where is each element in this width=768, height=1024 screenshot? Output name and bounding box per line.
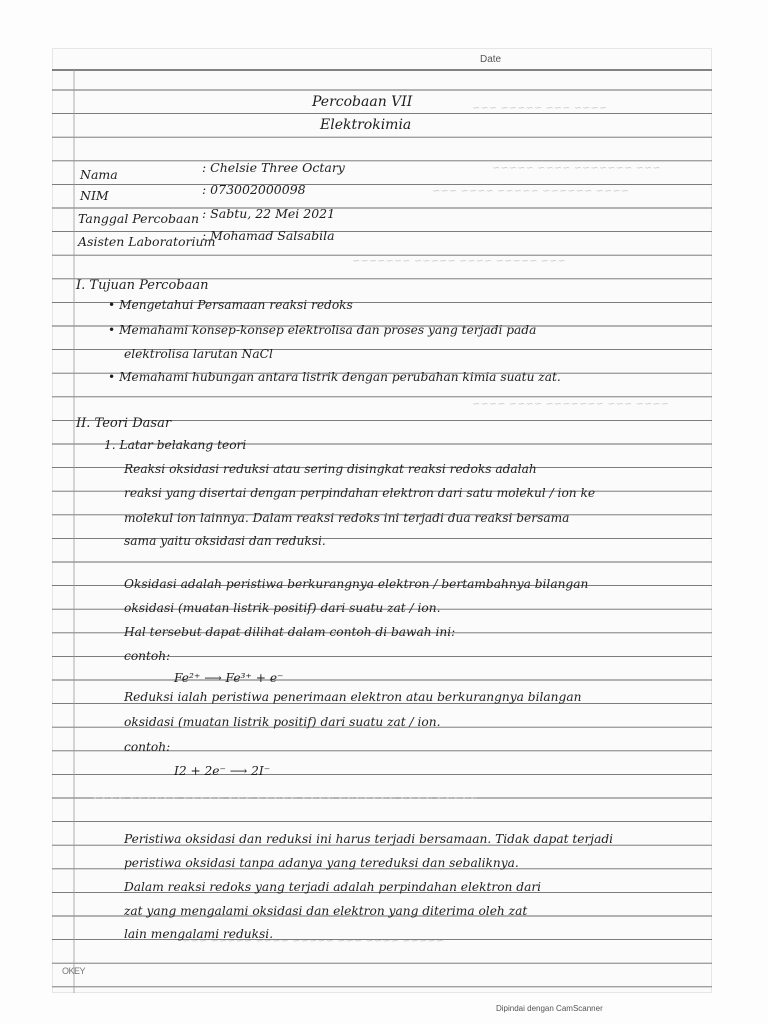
nim-label: NIM — [80, 188, 109, 203]
notebook-page — [52, 48, 712, 993]
bleed-through-ghost: ~~~~~ ~~~~ ~~~~~~~ ~~~~ ~~~~~ ~~~ ~~~~~ ~~~~~~ ~~~~ — [92, 793, 478, 804]
teori-line-6: oksidasi (muatan listrik positif) dari suatu zat / ion. — [124, 601, 441, 615]
section2-heading: II. Teori Dasar — [76, 416, 172, 431]
teori-line-14: Dalam reaksi redoks yang terjadi adalah perpindahan elektron dari — [124, 880, 542, 894]
bleed-through-ghost: ~~~~~ ~~~~ ~~~ ~~~~~ ~~~~ ~~~~~ ~~~ — [182, 936, 445, 947]
teori-line-15: zat yang mengalami oksidasi dan elektron yang diterima oleh zat — [124, 904, 528, 918]
nama-label: Nama — [80, 167, 118, 182]
teori-line-16: lain mengalami reduksi. — [124, 927, 274, 941]
teori-line-1: Reaksi oksidasi reduksi atau sering disingkat reaksi redoks adalah — [124, 462, 537, 476]
notebook-brand-logo: OKEY — [62, 966, 86, 976]
asisten-label: Asisten Laboratorium — [78, 234, 216, 249]
teori-line-3: molekul ion lainnya. Dalam reaksi redoks ini terjadi dua reaksi bersama — [124, 511, 570, 525]
teori-line-7: Hal tersebut dapat dilihat dalam contoh di bawah ini: — [124, 625, 456, 639]
teori-line-12: Peristiwa oksidasi dan reduksi ini harus terjadi bersamaan. Tidak dapat terjadi — [124, 832, 614, 846]
equation-oxidation: Fe²⁺ ⟶ Fe³⁺ + e⁻ — [174, 671, 284, 685]
tujuan-bullet-2-cont: elektrolisa larutan NaCl — [124, 347, 273, 361]
date-label: Date — [480, 54, 502, 65]
teori-line-8: contoh: — [124, 649, 171, 663]
title-line1: Percobaan VII — [312, 94, 413, 110]
tujuan-bullet-1: • Mengetahui Persamaan reaksi redoks — [108, 298, 353, 312]
bleed-through-ghost: ~~~~ ~~~ ~~~~~ ~~~ — [472, 103, 608, 114]
bleed-through-ghost: ~~~ ~~~~~~~ ~~~~ ~~~~~ — [492, 163, 661, 174]
tujuan-bullet-2: • Memahami konsep-konsep elektrolisa dan proses yang terjadi pada — [108, 323, 537, 337]
bleed-through-ghost: ~~~~ ~~~~~~ ~~~~~ ~~~~ ~~~ — [432, 186, 630, 197]
scanner-footer: Dipindai dengan CamScanner — [496, 1004, 603, 1013]
nama-value: : Chelsie Three Octary — [202, 160, 345, 175]
section1-heading: I. Tujuan Percobaan — [76, 278, 209, 293]
asisten-value: : Mohamad Salsabila — [202, 228, 335, 243]
nim-value: : 073002000098 — [202, 182, 306, 197]
teori-line-11: contoh: — [124, 740, 171, 754]
teori-line-9: Reduksi ialah peristiwa penerimaan elektron atau berkurangnya bilangan — [124, 690, 582, 704]
tanggal-value: : Sabtu, 22 Mei 2021 — [202, 206, 336, 221]
bleed-through-ghost: ~~~ ~~~~~ ~~~~ ~~~~~ ~~~~~~~ — [352, 256, 566, 267]
section2-subheading: 1. Latar belakang teori — [104, 438, 247, 452]
equation-reduction: I2 + 2e⁻ ⟶ 2I⁻ — [174, 764, 271, 778]
teori-line-2: reaksi yang disertai dengan perpindahan elektron dari satu molekul / ion ke — [124, 486, 596, 500]
tujuan-bullet-3: • Memahami hubungan antara listrik dengan perubahan kimia suatu zat. — [108, 370, 561, 384]
teori-line-4: sama yaitu oksidasi dan reduksi. — [124, 534, 326, 548]
teori-line-5: Oksidasi adalah peristiwa berkurangnya elektron / bertambahnya bilangan — [124, 577, 589, 591]
tanggal-label: Tanggal Percobaan — [78, 211, 200, 226]
title-line2: Elektrokimia — [320, 117, 412, 133]
bleed-through-ghost: ~~~~ ~~~ ~~~~~~~ ~~~~ ~~~~ — [472, 399, 670, 410]
teori-line-10: oksidasi (muatan listrik positif) dari suatu zat / ion. — [124, 715, 441, 729]
teori-line-13: peristiwa oksidasi tanpa adanya yang tereduksi dan sebaliknya. — [124, 856, 519, 870]
